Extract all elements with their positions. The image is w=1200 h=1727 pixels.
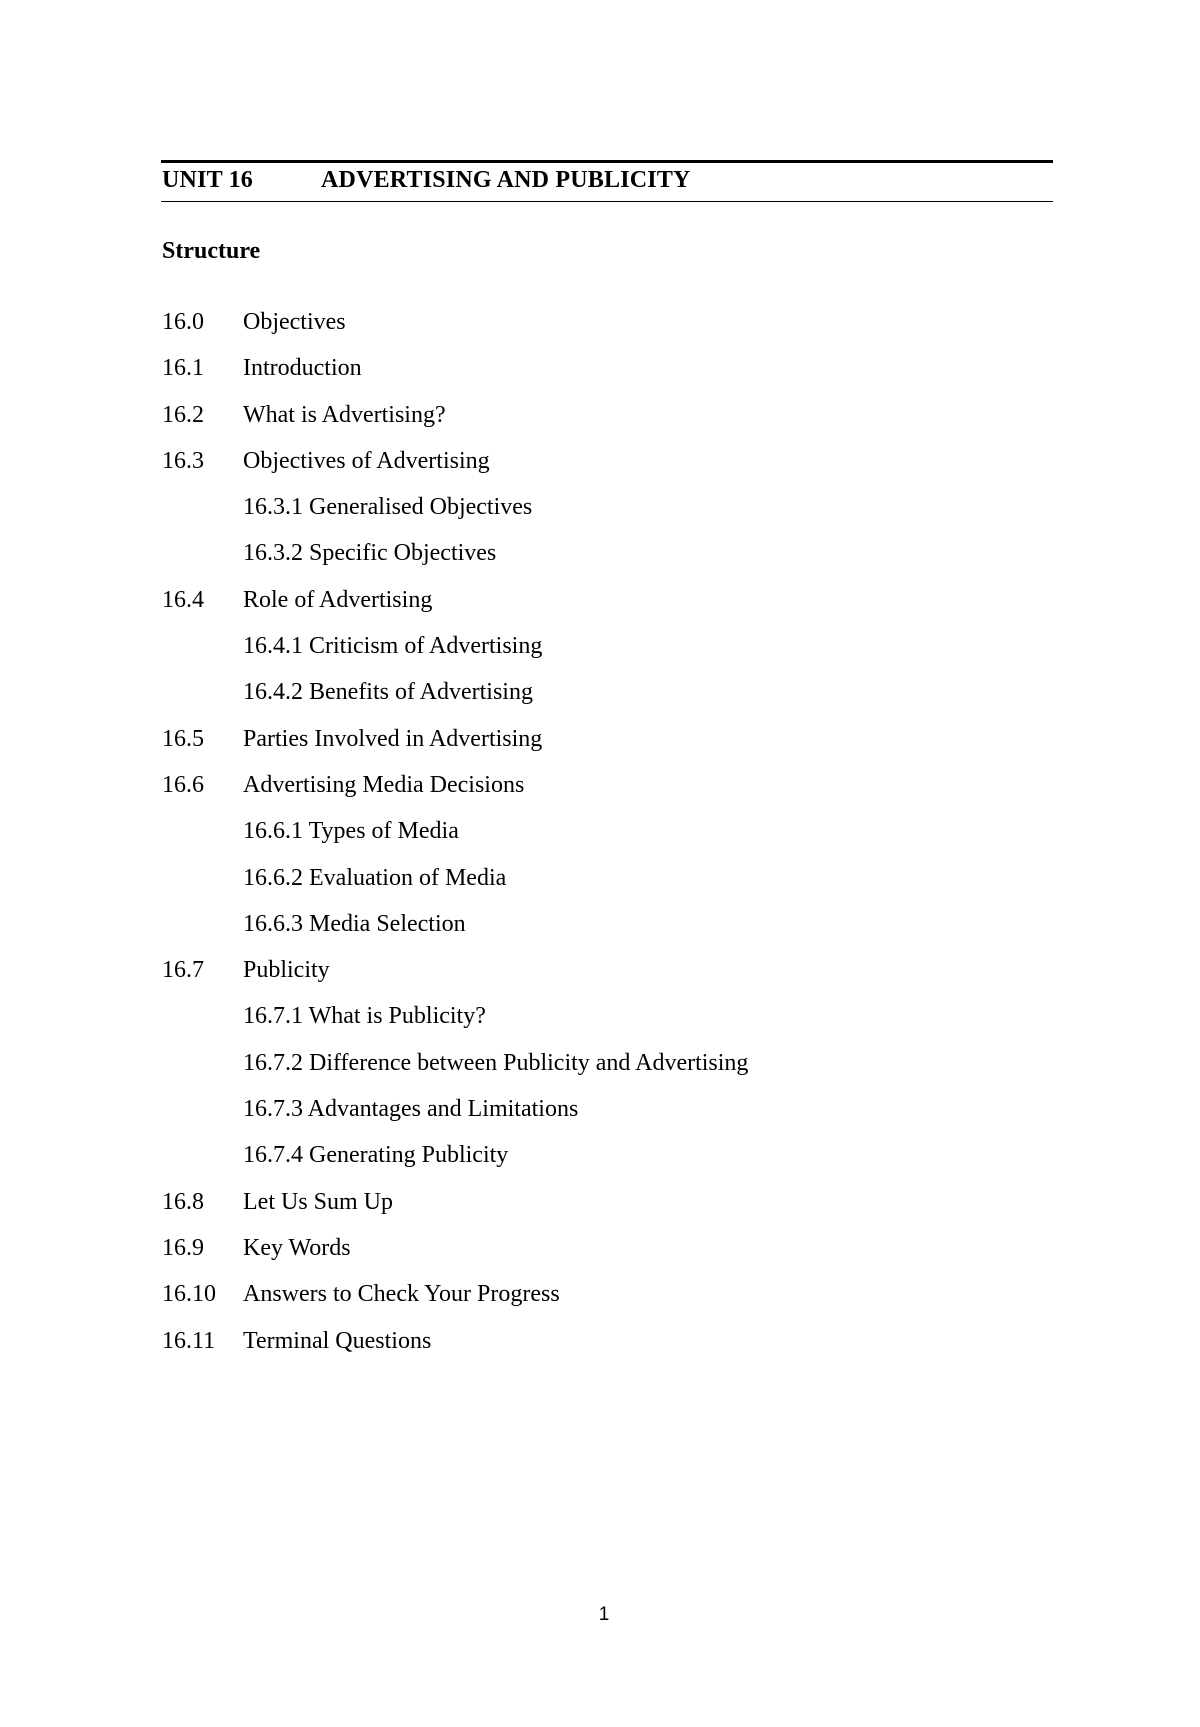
toc-subitem-label: 16.6.2 Evaluation of Media: [243, 864, 507, 891]
toc-item-label: Objectives: [243, 309, 346, 335]
toc-subitem-label: 16.6.1 Types of Media: [243, 818, 459, 845]
table-of-contents: [162, 309, 1052, 1374]
toc-item-label: Introduction: [243, 355, 362, 382]
toc-subitem-label: 16.7.4 Generating Publicity: [243, 1142, 509, 1169]
toc-item-number: 16.10: [162, 1281, 216, 1308]
toc-item-label: Objectives of Advertising: [243, 447, 490, 474]
toc-item-number: 16.5: [162, 725, 204, 752]
unit-title: ADVERTISING AND PUBLICITY: [321, 167, 691, 193]
toc-subitem-label: 16.7.3 Advantages and Limitations: [243, 1096, 579, 1123]
toc-item: [162, 1189, 1052, 1235]
toc-item-label: Let Us Sum Up: [243, 1188, 393, 1215]
toc-item-label: What is Advertising?: [243, 401, 446, 428]
toc-subitem-label: 16.4.2 Benefits of Advertising: [243, 679, 533, 706]
unit-header: [161, 160, 1053, 202]
toc-item-number: 16.3: [162, 447, 204, 474]
toc-item-number: 16.4: [162, 586, 204, 613]
toc-item-label: Publicity: [243, 957, 330, 984]
toc-subitem-label: 16.6.3 Media Selection: [243, 910, 466, 937]
toc-subitem-label: 16.7.2 Difference between Publicity and Advertising: [243, 1049, 749, 1076]
toc-item: [162, 726, 1052, 772]
toc-subitem-label: 16.7.1 What is Publicity?: [243, 1003, 486, 1030]
toc-item-label: Answers to Check Your Progress: [243, 1281, 560, 1308]
structure-heading: Structure: [162, 238, 261, 264]
toc-subitem: [162, 818, 1052, 864]
toc-item-number: 16.2: [162, 401, 204, 428]
toc-item: [162, 355, 1052, 401]
toc-item-label: Role of Advertising: [243, 586, 433, 613]
toc-item-label: Terminal Questions: [243, 1327, 432, 1354]
toc-subitem-label: 16.3.2 Specific Objectives: [243, 540, 497, 567]
unit-number: UNIT 16: [162, 167, 253, 193]
toc-item: [162, 402, 1052, 448]
toc-item: [162, 957, 1052, 1003]
toc-item-number: 16.6: [162, 771, 204, 798]
toc-item-number: 16.9: [162, 1234, 204, 1261]
toc-subitem: [162, 679, 1052, 725]
toc-subitem: [162, 865, 1052, 911]
toc-subitem: [162, 1050, 1052, 1096]
toc-item-label: Parties Involved in Advertising: [243, 725, 543, 752]
toc-item: [162, 1235, 1052, 1281]
toc-item: [162, 1328, 1052, 1374]
toc-subitem: [162, 911, 1052, 957]
toc-item: [162, 309, 1052, 355]
toc-item: [162, 1281, 1052, 1327]
toc-item-number: 16.11: [162, 1327, 216, 1354]
page-number: 1: [598, 1604, 610, 1625]
toc-item-number: 16.8: [162, 1188, 204, 1215]
toc-item-label: Key Words: [243, 1234, 351, 1261]
toc-subitem: [162, 633, 1052, 679]
toc-subitem: [162, 1096, 1052, 1142]
toc-subitem-label: 16.4.1 Criticism of Advertising: [243, 633, 543, 660]
toc-subitem-label: 16.3.1 Generalised Objectives: [243, 494, 533, 521]
toc-subitem: [162, 1142, 1052, 1188]
toc-subitem: [162, 540, 1052, 586]
toc-subitem: [162, 1003, 1052, 1049]
toc-item-number: 16.1: [162, 355, 204, 382]
toc-item: [162, 772, 1052, 818]
toc-subitem: [162, 494, 1052, 540]
toc-item: [162, 587, 1052, 633]
toc-item-label: Advertising Media Decisions: [243, 771, 525, 798]
toc-item: [162, 448, 1052, 494]
toc-item-number: 16.7: [162, 957, 204, 984]
toc-item-number: 16.0: [162, 309, 204, 335]
